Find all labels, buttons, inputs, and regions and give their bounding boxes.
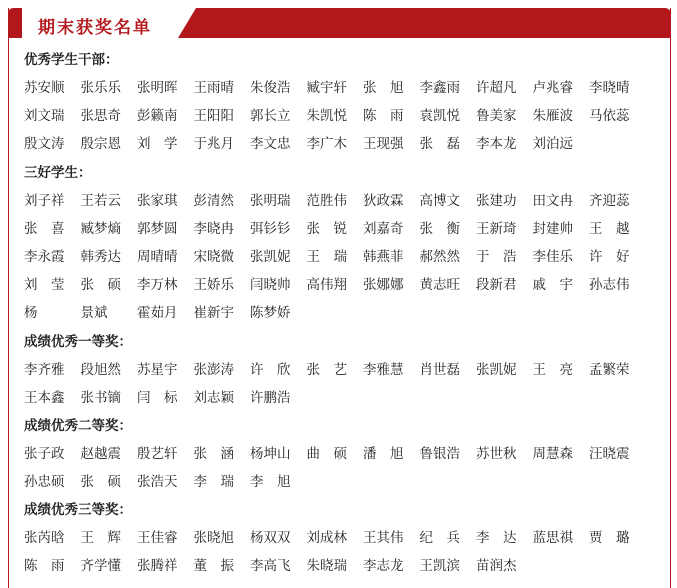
student-name: 蓝思祺: [532, 530, 573, 547]
student-name: 李晓冉: [193, 220, 234, 237]
student-name: 段旭然: [80, 361, 121, 378]
student-name: 王 瑞: [306, 248, 347, 265]
student-name: 高博文: [419, 192, 460, 209]
student-name: 彭籁南: [137, 108, 178, 125]
student-name: 肖世磊: [419, 361, 460, 378]
student-name: 王若云: [80, 192, 121, 209]
student-name: 狄政霖: [363, 192, 404, 209]
student-name: 闫 标: [137, 389, 178, 406]
student-name: 张家琪: [137, 192, 178, 209]
student-name: 马依蕊: [589, 108, 630, 125]
student-name: 张书镝: [80, 389, 121, 406]
student-name: 李佳乐: [532, 248, 573, 265]
student-name: 张思奇: [80, 108, 121, 125]
student-name: 刘子祥: [24, 192, 65, 209]
student-name: 苏世秋: [476, 445, 517, 462]
student-name: 张芮晗: [24, 530, 65, 547]
student-name: 田文冉: [532, 192, 573, 209]
student-name: 张娜娜: [363, 277, 404, 294]
student-name: 李广木: [306, 136, 347, 153]
student-name: 孙忠硕: [24, 474, 65, 491]
student-name: 李志龙: [363, 558, 404, 575]
student-name: 黄志旺: [419, 277, 460, 294]
student-name: 景斌: [80, 305, 108, 322]
student-name: 纪 兵: [419, 530, 460, 547]
student-name: 王佳睿: [137, 530, 178, 547]
student-name: 李高飞: [250, 558, 291, 575]
section-title: 成绩优秀三等奖：: [24, 502, 132, 519]
name-list: [24, 356, 656, 412]
student-name: 刘志颖: [193, 389, 234, 406]
student-name: 曲 硕: [306, 445, 347, 462]
student-name: 王本鑫: [24, 389, 65, 406]
student-name: 李本龙: [476, 136, 517, 153]
student-name: 许 欣: [250, 361, 291, 378]
student-name: 戚 宇: [532, 277, 573, 294]
student-name: 殷宗恩: [80, 136, 121, 153]
student-name: 张明晖: [137, 80, 178, 96]
section-title: 优秀学生干部：: [24, 52, 119, 68]
student-name: 殷艺轩: [137, 445, 178, 462]
student-name: 刘文瑞: [24, 108, 65, 125]
student-name: 苏星宇: [137, 361, 178, 378]
student-name: 许鹏浩: [250, 389, 291, 406]
student-name: 张澎涛: [193, 361, 234, 378]
student-name: 张 衡: [419, 220, 460, 237]
student-name: 刘成林: [306, 530, 347, 547]
student-name: 李 达: [476, 530, 517, 547]
student-name: 崔新宇: [193, 305, 234, 322]
student-name: 张建功: [476, 192, 517, 209]
name-list: [24, 74, 656, 159]
header-tab: [8, 8, 196, 38]
section-title: 成绩优秀二等奖：: [24, 417, 132, 434]
student-name: 李雅慧: [363, 361, 404, 378]
student-name: 韩秀达: [80, 248, 121, 265]
name-list: [24, 524, 656, 580]
student-name: 宋晓微: [193, 248, 234, 265]
student-name: 贾 璐: [589, 530, 630, 547]
student-name: 董 振: [193, 558, 234, 575]
student-name: 李永霞: [24, 248, 65, 265]
student-name: 韩燕菲: [363, 248, 404, 265]
student-name: 弭钐钐: [250, 220, 291, 237]
student-name: 陈 雨: [24, 558, 65, 575]
student-name: 卢兆睿: [532, 80, 573, 96]
student-name: 张 硕: [80, 474, 121, 491]
student-name: 张晓旭: [193, 530, 234, 547]
student-name: 王其伟: [363, 530, 404, 547]
student-name: 张乐乐: [80, 80, 121, 96]
student-name: 杨双双: [250, 530, 291, 547]
student-name: 许超凡: [476, 80, 517, 96]
student-name: 张 锐: [306, 220, 347, 237]
student-name: 霍茹月: [137, 305, 178, 322]
student-name: 周晴晴: [137, 248, 178, 265]
student-name: 孙志伟: [589, 277, 630, 294]
student-name: 苗润杰: [476, 558, 517, 575]
student-name: 许 好: [589, 248, 630, 265]
student-name: 潘 旭: [363, 445, 404, 462]
student-name: 张浩天: [137, 474, 178, 491]
section-title: 成绩优秀一等奖：: [24, 333, 132, 350]
student-name: 于兆月: [193, 136, 234, 153]
student-name: 王雨晴: [193, 80, 234, 96]
student-name: 王 越: [589, 220, 630, 237]
student-name: 王娇乐: [193, 277, 234, 294]
student-name: 齐迎蕊: [589, 192, 630, 209]
student-name: 张子政: [24, 445, 65, 462]
student-name: 张 旭: [363, 80, 404, 96]
student-name: 闫晓帅: [250, 277, 291, 294]
student-name: 刘 学: [137, 136, 178, 153]
student-name: 朱雁波: [532, 108, 573, 125]
student-name: 杨: [24, 305, 51, 322]
student-name: 李 旭: [250, 474, 291, 491]
student-name: 孟繁荣: [589, 361, 630, 378]
student-name: 刘泊远: [532, 136, 573, 153]
student-name: 郝然然: [419, 248, 460, 265]
student-name: 李万林: [137, 277, 178, 294]
student-name: 李 瑞: [193, 474, 234, 491]
student-name: 李文忠: [250, 136, 291, 153]
student-name: 郭梦圆: [137, 220, 178, 237]
student-name: 臧宇轩: [306, 80, 347, 96]
student-name: 王 亮: [532, 361, 573, 378]
student-name: 齐学懂: [80, 558, 121, 575]
student-name: 王现强: [363, 136, 404, 153]
student-name: 李齐雅: [24, 361, 65, 378]
student-name: 彭清然: [193, 192, 234, 209]
student-name: 赵越震: [80, 445, 121, 462]
student-name: 杨坤山: [250, 445, 291, 462]
student-name: 殷文涛: [24, 136, 65, 153]
student-name: 张 喜: [24, 220, 65, 237]
student-name: 于 浩: [476, 248, 517, 265]
student-name: 臧梦熵: [80, 220, 121, 237]
student-name: 陈梦娇: [250, 305, 291, 322]
student-name: 朱俊浩: [250, 80, 291, 96]
student-name: 郭长立: [250, 108, 291, 125]
student-name: 张凯妮: [250, 248, 291, 265]
student-name: 周慧森: [532, 445, 573, 462]
student-name: 鲁银浩: [419, 445, 460, 462]
student-name: 王凯滨: [419, 558, 460, 575]
student-name: 袁凯悦: [419, 108, 460, 125]
student-name: 陈 雨: [363, 108, 404, 125]
name-list: [24, 187, 656, 328]
student-name: 刘 莹: [24, 277, 65, 294]
student-name: 鲁美家: [476, 108, 517, 125]
student-name: 苏安顺: [24, 80, 65, 96]
student-name: 张 硕: [80, 277, 121, 294]
student-name: 段新君: [476, 277, 517, 294]
student-name: 封建帅: [532, 220, 573, 237]
student-name: 张 涵: [193, 445, 234, 462]
student-name: 李鑫雨: [419, 80, 460, 96]
student-name: 汪晓震: [589, 445, 630, 462]
student-name: 张明瑞: [250, 192, 291, 209]
student-name: 朱晓瑞: [306, 558, 347, 575]
student-name: 高伟翔: [306, 277, 347, 294]
page-title: 期末获奖名单: [38, 18, 152, 38]
student-name: 王新琦: [476, 220, 517, 237]
student-name: 李晓晴: [589, 80, 630, 96]
student-name: 范胜伟: [306, 192, 347, 209]
name-list: [24, 440, 656, 496]
section-title: 三好学生：: [24, 164, 92, 181]
award-list: [24, 46, 656, 581]
student-name: 朱凯悦: [306, 108, 347, 125]
student-name: 刘嘉奇: [363, 220, 404, 237]
student-name: 王 辉: [80, 530, 121, 547]
student-name: 张 磊: [419, 136, 460, 153]
student-name: 张凯妮: [476, 361, 517, 378]
student-name: 张 艺: [306, 361, 347, 378]
student-name: 王阳阳: [193, 108, 234, 125]
student-name: 张腾祥: [137, 558, 178, 575]
